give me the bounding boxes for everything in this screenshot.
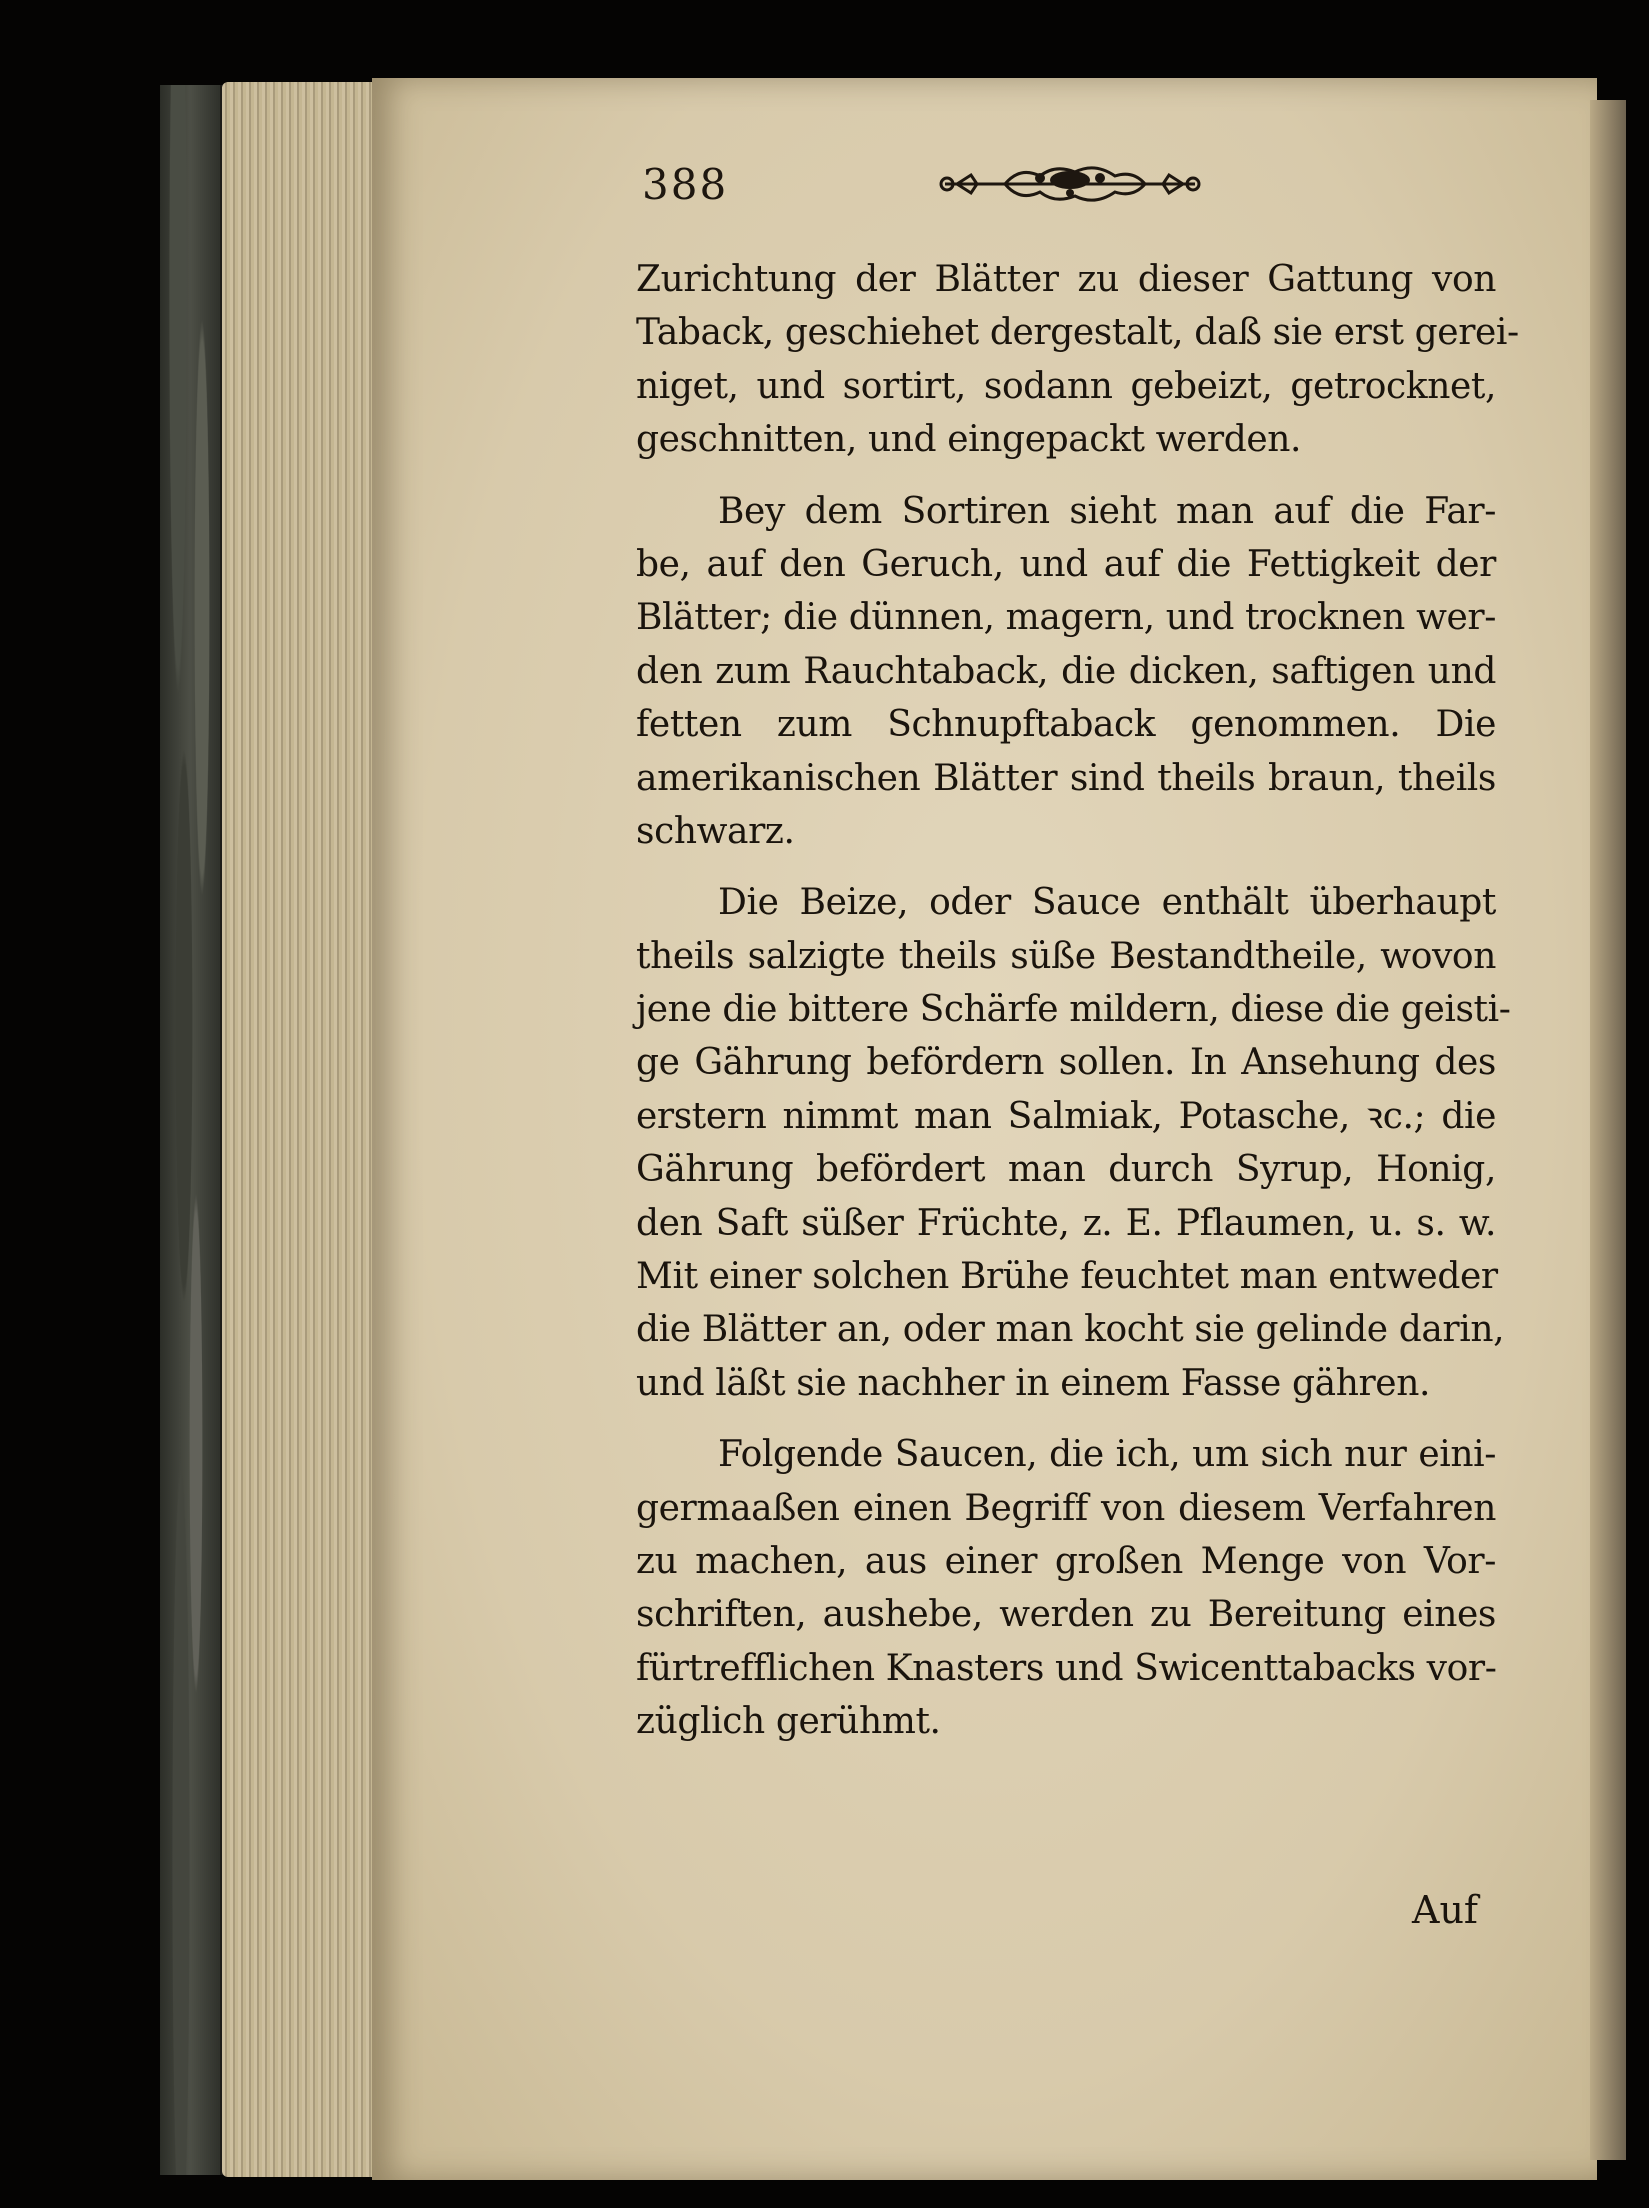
text-line: schriften, aushebe, werden zu Bereitung eines [636, 1594, 1496, 1636]
text-line: jene die bittere Schärfe mildern, diese die geisti- [636, 989, 1511, 1031]
text-line: amerikanischen Blätter sind theils braun, theils [636, 757, 1496, 799]
page-number: 388 [642, 160, 729, 209]
text-line: niget, und sortirt, sodann gebeizt, getrocknet, [636, 365, 1496, 407]
text-line: ge Gährung befördern sollen. In Ansehung des [636, 1042, 1496, 1084]
text-line: fetten zum Schnupftaback genommen. Die [636, 704, 1496, 746]
text-line: Mit einer solchen Brühe feuchtet man entweder [636, 1256, 1498, 1298]
text-line: fürtrefflichen Knasters und Swicenttabacks vor- [636, 1647, 1497, 1689]
text-line: züglich gerühmt. [636, 1701, 941, 1743]
text-line: Gährung befördert man durch Syrup, Honig, [636, 1149, 1496, 1191]
marbled-cover [160, 85, 224, 2175]
text-line: Die Beize, oder Sauce enthält überhaupt [718, 882, 1496, 924]
text-line: zu machen, aus einer großen Menge von Vor- [636, 1540, 1496, 1582]
page-edges [222, 82, 382, 2177]
text-line: be, auf den Geruch, und auf die Fettigkeit der [636, 543, 1496, 585]
catchword: Auf [1412, 1888, 1478, 1932]
text-line: und läßt sie nachher in einem Fasse gähren. [636, 1362, 1431, 1404]
text-line: Folgende Saucen, die ich, um sich nur eini- [718, 1434, 1496, 1476]
text-line: Blätter; die dünnen, magern, und trocknen wer- [636, 597, 1496, 639]
text-line: germaaßen einen Begriff von diesem Verfahren [636, 1487, 1496, 1529]
text-line: den zum Rauchtaback, die dicken, saftigen und [636, 650, 1496, 692]
text-line: erstern nimmt man Salmiak, Potasche, ꝛc.; die [636, 1095, 1496, 1137]
text-line: Zurichtung der Blätter zu dieser Gattung von [636, 259, 1496, 300]
text-line: den Saft süßer Früchte, z. E. Pflaumen, u. s. w. [636, 1202, 1496, 1244]
text-line: theils salzigte theils süße Bestandtheile, wovon [636, 935, 1496, 977]
text-line: geschnitten, und eingepackt werden. [636, 419, 1302, 461]
text-line: Taback, geschiehet dergestalt, daß sie erst gerei- [636, 312, 1519, 354]
page-gutter [1590, 100, 1626, 2160]
text-line: Bey dem Sortiren sieht man auf die Far- [718, 490, 1496, 532]
text-line: die Blätter an, oder man kocht sie gelinde darin, [636, 1309, 1505, 1351]
headpiece-ornament-icon [935, 158, 1205, 210]
body-text [636, 253, 1519, 1749]
text-line: schwarz. [636, 810, 795, 852]
